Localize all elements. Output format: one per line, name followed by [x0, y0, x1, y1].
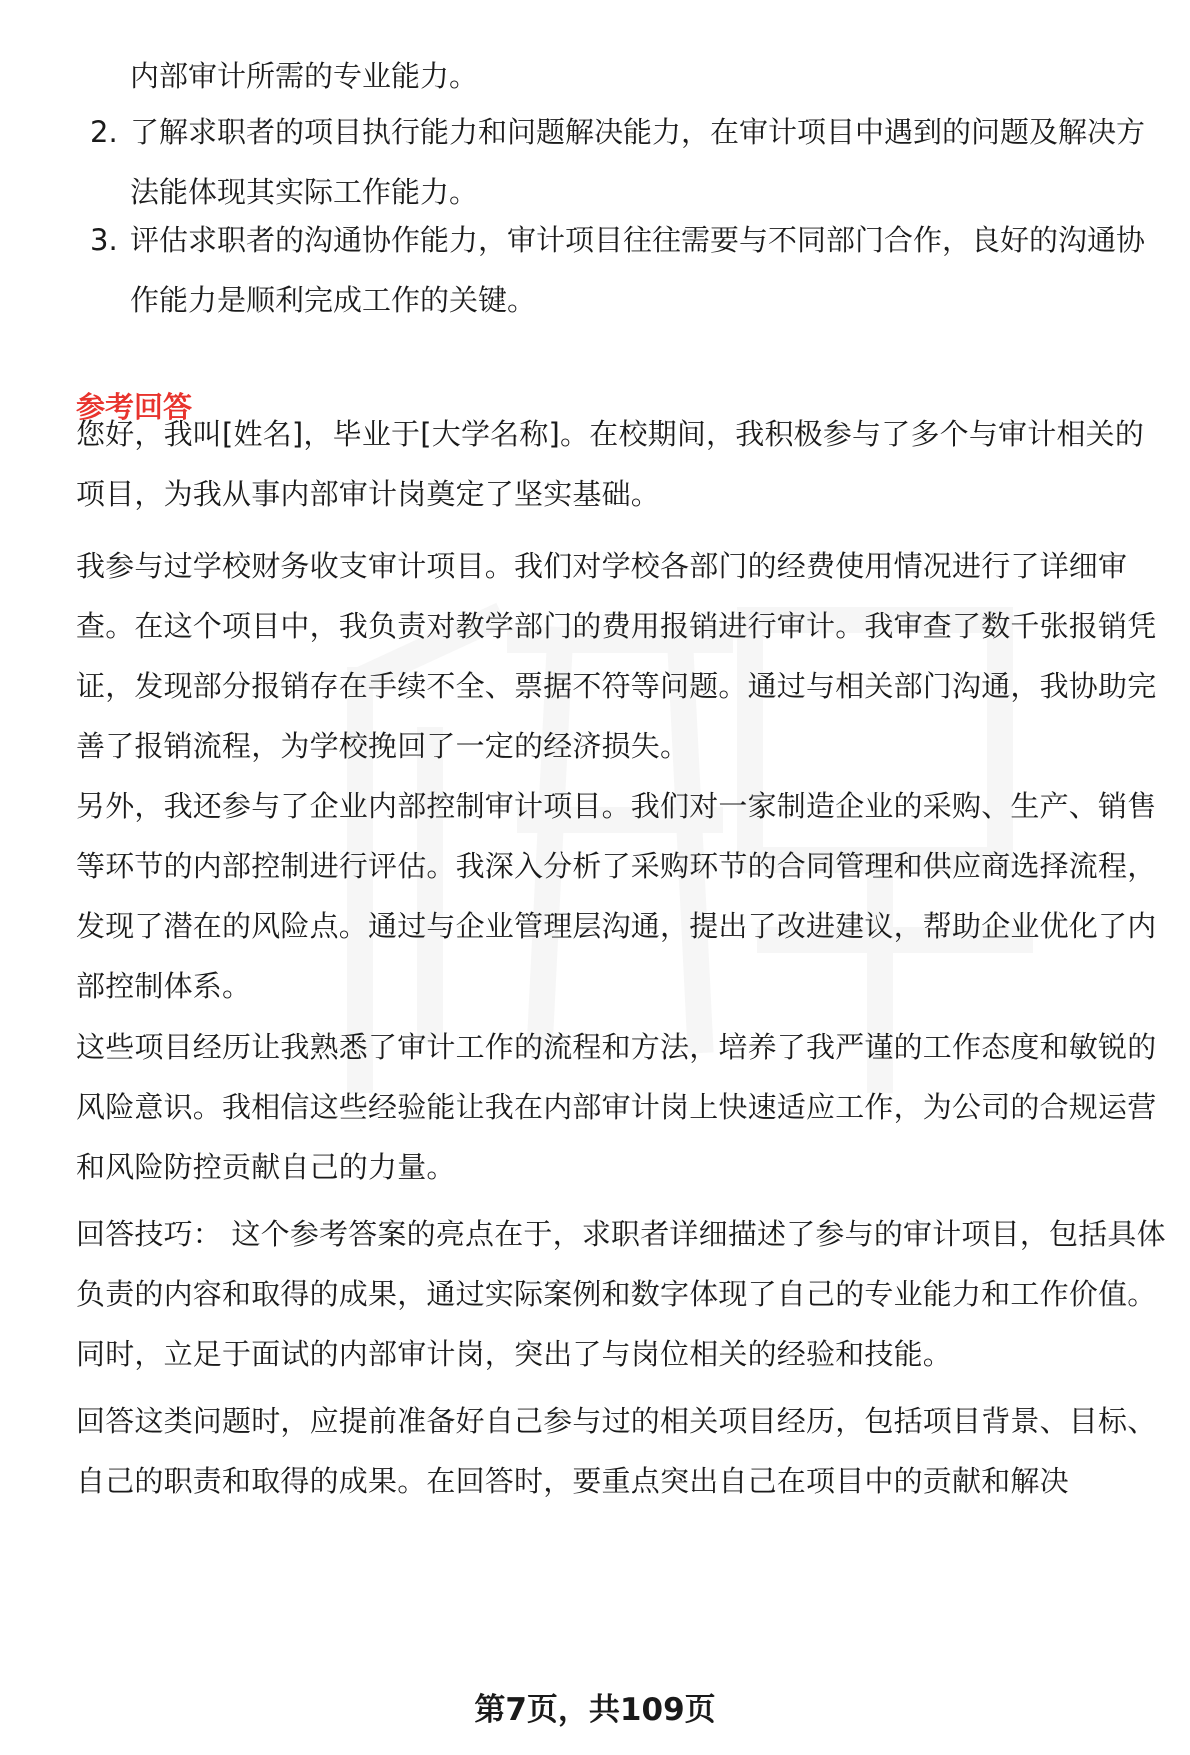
paragraph-project-2: 另外，我还参与了企业内部控制审计项目。我们对一家制造企业的采购、生产、销售等环节的内部控制进行评估。我深入分析了采购环节的合同管理和供应商选择流程，发现了潜在的风险点。通过与企业管理层沟通，提出了改进建议，帮助企业优化了内部控制体系。 [76, 789, 1157, 1003]
paragraph-tips: 回答技巧： 这个参考答案的亮点在于，求职者详细描述了参与的审计项目，包括具体负责的内容和取得的成果，通过实际案例和数字体现了自己的专业能力和工作价值。同时，立足于面试的内部审计岗，突出了与岗位相关的经验和技能。 [76, 1217, 1166, 1371]
list-item-3 [90, 210, 1170, 330]
list-item-1-continuation: 内部审计所需的专业能力。 [130, 59, 479, 93]
list-number: 2. [90, 115, 118, 149]
paragraph-summary: 这些项目经历让我熟悉了审计工作的流程和方法，培养了我严谨的工作态度和敏锐的风险意识。我相信这些经验能让我在内部审计岗上快速适应工作，为公司的合规运营和风险防控贡献自己的力量。 [76, 1030, 1157, 1184]
reference-answer-heading: 参考回答 [76, 390, 193, 424]
paragraph-project-1: 我参与过学校财务收支审计项目。我们对学校各部门的经费使用情况进行了详细审查。在这个项目中，我负责对教学部门的费用报销进行审计。我审查了数千张报销凭证，发现部分报销存在手续不全、票据不符等问题。通过与相关部门沟通，我协助完善了报销流程，为学校挽回了一定的经济损失。 [76, 549, 1157, 763]
paragraph-advice: 回答这类问题时，应提前准备好自己参与过的相关项目经历，包括项目背景、目标、自己的职责和取得的成果。在回答时，要重点突出自己在项目中的贡献和解决 [76, 1404, 1157, 1498]
list-item-2 [90, 102, 1170, 222]
list-number: 3. [90, 223, 118, 257]
paragraph-intro: 您好，我叫[姓名]，毕业于[大学名称]。在校期间，我积极参与了多个与审计相关的项目，为我从事内部审计岗奠定了坚实基础。 [76, 417, 1145, 511]
page-number-footer: 第7页，共109页 [474, 1692, 716, 1728]
list-text: 了解求职者的项目执行能力和问题解决能力，在审计项目中遇到的问题及解决方法能体现其实际工作能力。 [130, 115, 1146, 209]
list-text: 评估求职者的沟通协作能力，审计项目往往需要与不同部门合作，良好的沟通协作能力是顺利完成工作的关键。 [130, 223, 1146, 317]
